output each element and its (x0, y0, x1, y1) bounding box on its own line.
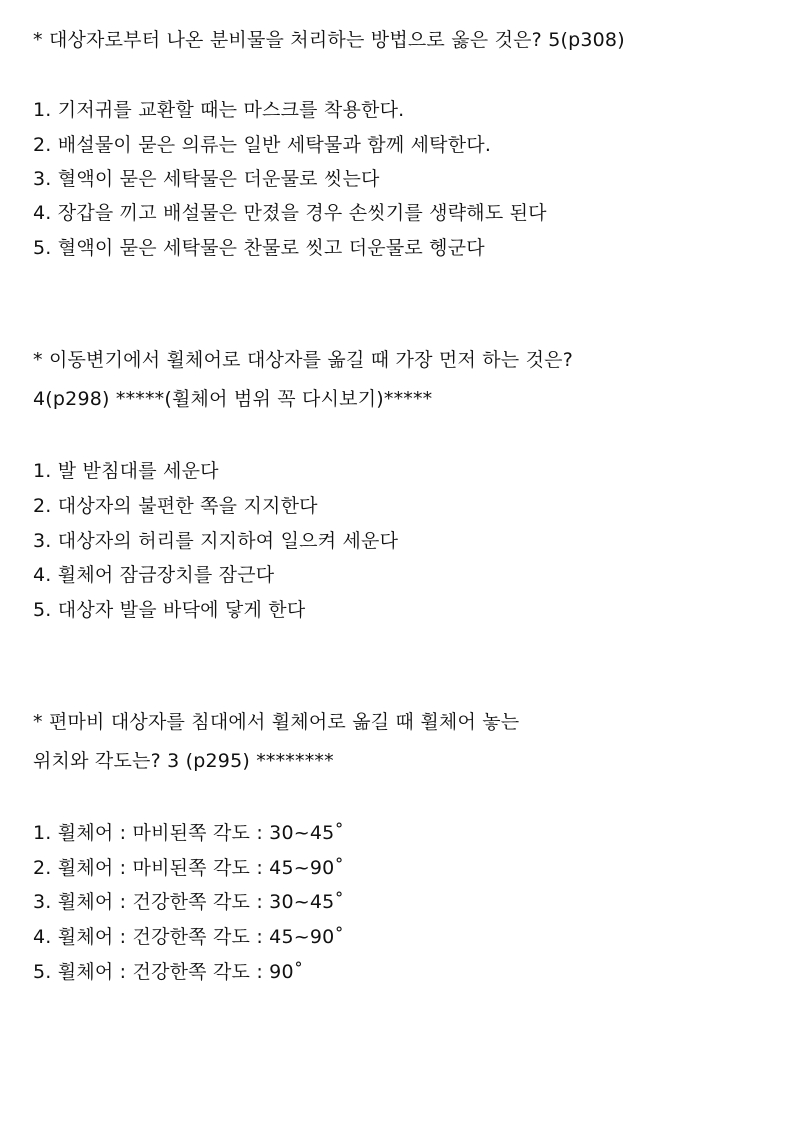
question-3-text-line-1: * 편마비 대상자를 침대에서 휠체어로 옮길 때 휠체어 놓는 (33, 711, 520, 733)
question-1-option-2: 2. 배설물이 묻은 의류는 일반 세탁물과 함께 세탁한다. (33, 134, 492, 156)
question-2-option-5: 5. 대상자 발을 바닥에 닿게 한다 (33, 599, 306, 621)
question-3-option-4: 4. 휠체어 : 건강한쪽 각도 : 45~90˚ (33, 926, 345, 948)
question-2-text-line-1: * 이동변기에서 휠체어로 대상자를 옮길 때 가장 먼저 하는 것은? (33, 349, 573, 371)
question-3-option-1: 1. 휠체어 : 마비된쪽 각도 : 30~45˚ (33, 822, 345, 844)
question-3-text-line-2: 위치와 각도는? 3 (p295) ******** (33, 750, 334, 772)
question-1-option-3: 3. 혈액이 묻은 세탁물은 더운물로 씻는다 (33, 168, 380, 190)
question-1-text: * 대상자로부터 나온 분비물을 처리하는 방법으로 옳은 것은? 5(p308) (33, 29, 625, 51)
question-1-option-5: 5. 혈액이 묻은 세탁물은 찬물로 씻고 더운물로 헹군다 (33, 237, 485, 259)
question-1-option-4: 4. 장갑을 끼고 배설물은 만졌을 경우 손씻기를 생략해도 된다 (33, 202, 547, 224)
question-3-option-3: 3. 휠체어 : 건강한쪽 각도 : 30~45˚ (33, 891, 345, 913)
question-3-option-5: 5. 휠체어 : 건강한쪽 각도 : 90˚ (33, 961, 304, 983)
question-1-option-1: 1. 기저귀를 교환할 때는 마스크를 착용한다. (33, 99, 405, 121)
question-2-option-3: 3. 대상자의 허리를 지지하여 일으켜 세운다 (33, 530, 399, 552)
question-2-text-line-2: 4(p298) *****(휠체어 범위 꼭 다시보기)***** (33, 388, 433, 410)
question-2-option-2: 2. 대상자의 불편한 쪽을 지지한다 (33, 495, 318, 517)
question-2-option-4: 4. 휠체어 잠금장치를 잠근다 (33, 564, 275, 586)
question-3-option-2: 2. 휠체어 : 마비된쪽 각도 : 45~90˚ (33, 857, 345, 879)
question-2-option-1: 1. 발 받침대를 세운다 (33, 460, 219, 482)
